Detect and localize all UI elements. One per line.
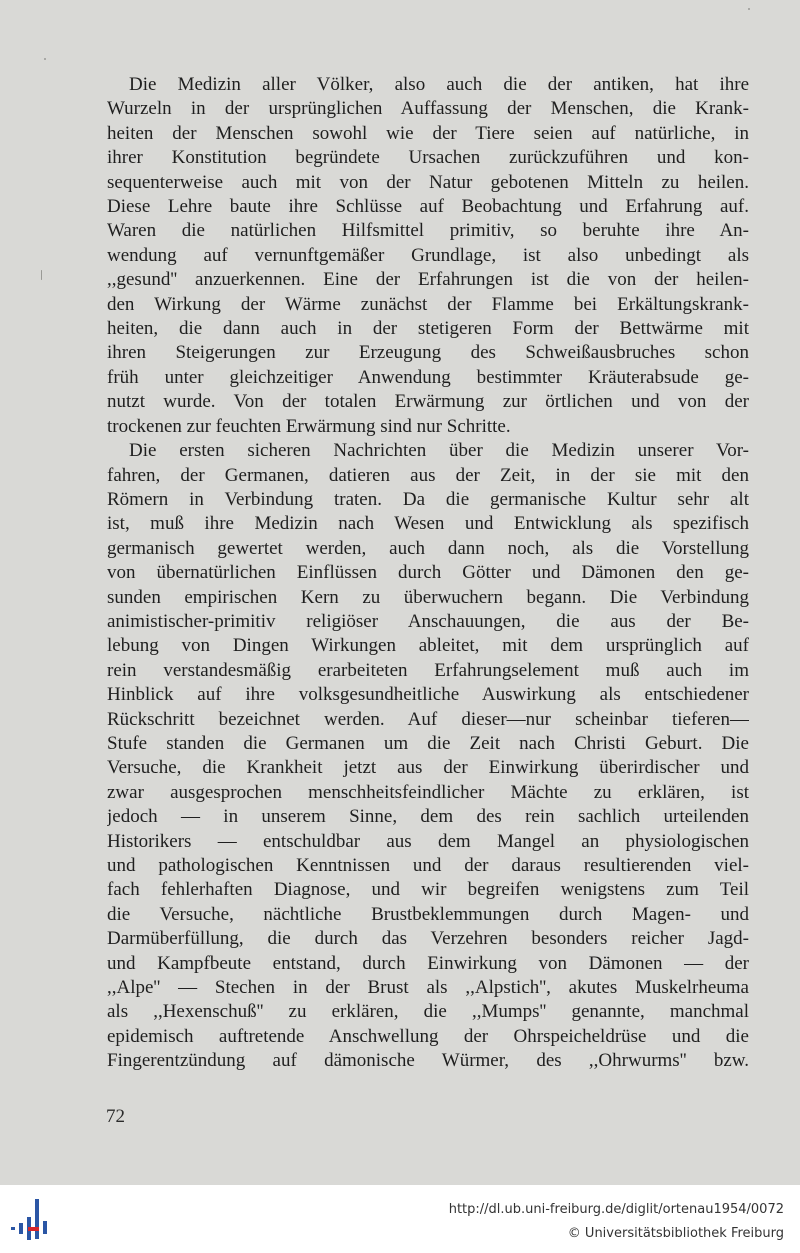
text-line: animistischer-primitiv religiöser Anschauungen, die aus der Be- <box>107 610 749 632</box>
text-line: Waren die natürlichen Hilfsmittel primitiv, so beruhte ihre An- <box>107 220 749 242</box>
text-line: fach fehlerhaften Diagnose, und wir begreifen wenigstens zum Teil <box>107 879 749 901</box>
text-line: fahren, der Germanen, datieren aus der Zeit, in der sie mit den <box>107 464 749 486</box>
paper-speck <box>748 8 750 10</box>
body-text <box>107 73 749 1074</box>
library-logo-icon <box>10 1197 52 1241</box>
text-line: heiten, die dann auch in der stetigeren Form der Bettwärme mit <box>107 318 749 340</box>
text-line: sunden empirischen Kern zu überwuchern begann. Die Verbindung <box>107 586 749 608</box>
text-line: jedoch — in unserem Sinne, dem des rein sachlich urteilenden <box>107 806 749 828</box>
text-line: ,,gesund'' anzuerkennen. Eine der Erfahrungen ist die von der heilen- <box>107 269 749 291</box>
text-line: ihrer Konstitution begründete Ursachen zurückzuführen und kon- <box>107 147 749 169</box>
paper-speck <box>44 58 46 60</box>
text-line: nutzt wurde. Von der totalen Erwärmung zur örtlichen und von der <box>107 391 749 413</box>
copyright-notice: © Universitätsbibliothek Freiburg <box>567 1226 784 1241</box>
text-line: Die Medizin aller Völker, also auch die der antiken, hat ihre <box>129 74 749 95</box>
text-line: Wurzeln in der ursprünglichen Auffassung der Menschen, die Krank- <box>107 98 749 120</box>
footer-bar <box>0 1185 800 1253</box>
text-line: Fingerentzündung auf dämonische Würmer, des ,,Ohrwurms'' bzw. <box>107 1050 749 1072</box>
text-line: früh unter gleichzeitiger Anwendung bestimmter Kräuterabsude ge- <box>107 366 749 388</box>
text-line: lebung von Dingen Wirkungen ableitet, mit dem ursprünglich auf <box>107 635 749 657</box>
text-line: Versuche, die Krankheit jetzt aus der Einwirkung überirdischer und <box>107 757 749 779</box>
text-line: wendung auf vernunftgemäßer Grundlage, ist also unbedingt als <box>107 244 749 266</box>
text-line: heiten der Menschen sowohl wie der Tiere seien auf natürliche, in <box>107 122 749 144</box>
text-line: Diese Lehre baute ihre Schlüsse auf Beobachtung und Erfahrung auf. <box>107 196 749 218</box>
text-line: rein verstandesmäßig erarbeiteten Erfahrungselement muß auch im <box>107 659 749 681</box>
text-line: Römern in Verbindung traten. Da die germanische Kultur sehr alt <box>107 488 749 510</box>
text-line: Darmüberfüllung, die durch das Verzehren besonders reicher Jagd- <box>107 928 749 950</box>
text-line: Historikers — entschuldbar aus dem Mangel an physiologischen <box>107 830 749 852</box>
text-line: ihren Steigerungen zur Erzeugung des Schweißausbruches schon <box>107 342 749 364</box>
text-line: Rückschritt bezeichnet werden. Auf dieser—nur scheinbar tieferen— <box>107 708 749 730</box>
text-line: germanisch gewertet werden, auch dann noch, als die Vorstellung <box>107 537 749 559</box>
text-line: ist, muß ihre Medizin nach Wesen und Entwicklung als spezifisch <box>107 513 749 535</box>
text-line: Hinblick auf ihre volksgesundheitliche Auswirkung als entschiedener <box>107 684 749 706</box>
source-url[interactable]: http://dl.ub.uni-freiburg.de/diglit/ortenau1954/0072 <box>448 1202 784 1217</box>
text-line: Stufe standen die Germanen um die Zeit nach Christi Geburt. Die <box>107 732 749 754</box>
text-line: epidemisch auftretende Anschwellung der Ohrspeicheldrüse und die <box>107 1025 749 1047</box>
text-line: von übernatürlichen Einflüssen durch Götter und Dämonen den ge- <box>107 562 749 584</box>
text-line: sequenterweise auch mit von der Natur gebotenen Mitteln zu heilen. <box>107 171 749 193</box>
page-number: 72 <box>106 1106 125 1127</box>
text-line: trockenen zur feuchten Erwärmung sind nur Schritte. <box>107 415 511 437</box>
text-line: ,,Alpe'' — Stechen in der Brust als ,,Alpstich'', akutes Muskelrheuma <box>107 977 749 999</box>
text-line: und Kampfbeute entstand, durch Einwirkung von Dämonen — der <box>107 952 749 974</box>
text-line: zwar ausgesprochen menschheitsfeindlicher Mächte zu erklären, ist <box>107 781 749 803</box>
paper-speck <box>41 270 42 280</box>
text-line: und pathologischen Kenntnissen und der daraus resultierenden viel- <box>107 855 749 876</box>
text-line: die Versuche, nächtliche Brustbeklemmungen durch Magen- und <box>107 903 749 925</box>
text-line: als ,,Hexenschuß'' zu erklären, die ,,Mumps'' genannte, manchmal <box>107 1001 749 1023</box>
text-line: den Wirkung der Wärme zunächst der Flamme bei Erkältungskrank- <box>107 293 749 315</box>
text-line: Die ersten sicheren Nachrichten über die Medizin unserer Vor- <box>129 440 749 462</box>
